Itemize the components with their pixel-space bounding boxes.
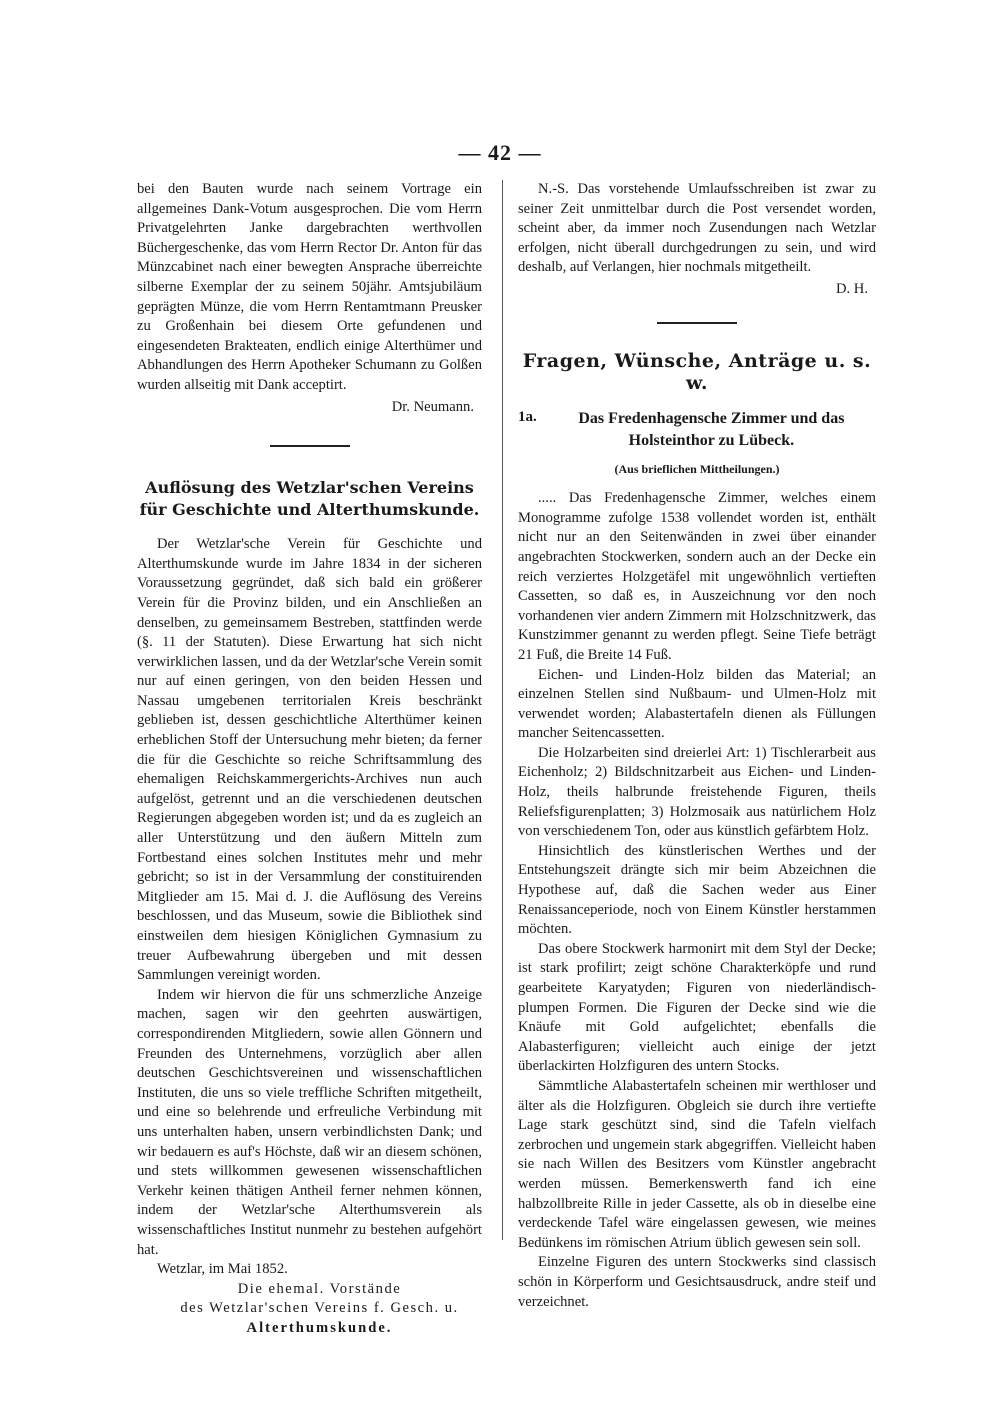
source-note: (Aus brieflichen Mittheilungen.)	[614, 461, 780, 476]
column-separator	[502, 180, 503, 1240]
page-number: — 42 —	[458, 140, 542, 165]
right-column	[518, 180, 876, 1312]
body-paragraph: Sämmtliche Alabastertafeln scheinen mir werthloser und älter als die Holzfiguren. Obgleich sie durch ihre vertiefte Lage stark geschützt sind, sind die Tafeln vielfach zerbrochen und ungemein stark abgegriffen. Vielleicht haben sie nach Willen des Besitzers vom Künstler angebracht werden müssen. Bemerkenswerth fand ich eine halbzollbreite Rille in jeder Cassette, als ob in dieselbe eine verdeckende Tafel wäre eingelassen gewesen, wie meines Bedünkens im römischen Atrium üblich gewesen sein soll.	[518, 1077, 876, 1251]
intro-paragraph: bei den Bauten wurde nach seinem Vortrage ein allgemeines Dank-Votum ausgesprochen. Die vom Herrn Privatgelehrten Janke dargebrachten werthvollen Büchergeschenke, das vom Herrn Rector Dr. Anton für das Münzcabinet nach einer bewegten Ansprache überreichte silberne Exemplar der zu seinem 50jähr. Amtsjubiläum geprägten Münze, die vom Herrn Rentamtmann Preusker zu Großenhain bei diesem Orte gefundenen und eingesendeten Brakteaten, endlich einige Alterthümer und Abhandlungen des Herrn Apotheker Schumann zu Golßen wurden allseitig mit Dank acceptirt.	[137, 181, 482, 393]
body-paragraph: Das obere Stockwerk harmonirt mit dem Styl der Decke; ist stark profilirt; zeigt schöne Charakterköpfe und rund gearbeitete Karyatyden; Figuren von niederländisch-plumpen Formen. Die Figuren der Decke sind wie die Knäufe mit Gold aufgelichtet; ebenfalls die Alabasterfiguren; vielleicht auch einige der jetzt überlackirten Holzfiguren des untern Stocks.	[518, 940, 876, 1075]
subsection-number: 1a.	[518, 408, 537, 425]
body-paragraph: Hinsichtlich des künstlerischen Werthes und der Entstehungszeit drängte sich mir beim Abzeichnen die Hypothese auf, daß die Sachen weder aus Einer Renaissanceperiode, noch von Einem Künstler herstammen möchten.	[518, 842, 876, 938]
body-paragraph: ..... Das Fredenhagensche Zimmer, welches einem Monogramme zufolge 1538 vollendet worden ist, enthält nicht nur an den Seitenwänden in zwei über einander angebrachten Stockwerken, sondern auch an der Decke ein reich verziertes Holzgetäfel mit ungewöhnlich vertieften Cassetten, so daß es, in Auszeichnung vor den noch vorhandenen vier andern Zimmern mit Holzschnitzwerk, das Kunstzimmer genannt zu werden pflegt. Seine Tiefe beträgt 21 Fuß, die Breite 14 Fuß.	[518, 490, 876, 663]
subsection-title: Das Fredenhagensche Zimmer und das Holsteinthor zu Lübeck.	[578, 409, 845, 449]
left-column	[137, 180, 482, 1338]
closing-line: Alterthumskunde.	[246, 1319, 393, 1336]
body-paragraph: Indem wir hiervon die für uns schmerzliche Anzeige machen, sagen wir den geehrten auswärtigen, correspondirenden Mitgliedern, sowie allen Gönnern und Freunden des Unternehmens, vorzüglich aber allen deutschen Geschichtsvereinen und wissenschaftlichen Instituten, die uns so viele treffliche Schriften mitgetheilt, und eine so belehrende und erfreuliche Verbindung mit uns unterhalten haben, unsern verbindlichsten Dank; und wir bedauern es auf's Höchste, daß wir an diesem schönen, und stets willkommen gewesenen wissenschaftlichen Verkehr keinen thätigen Antheil ferner nehmen können, indem der Wetzlar'sche Alterthumsverein als wissenschaftliches Institut nunmehr zu bestehen aufgehört hat.	[137, 986, 482, 1258]
closing-line: Die ehemal. Vorstände	[237, 1280, 402, 1297]
subsection-header	[518, 408, 876, 452]
postscript-signature: D. H.	[835, 280, 868, 297]
body-paragraph: Die Holzarbeiten sind dreierlei Art: 1) Tischlerarbeit aus Eichenholz; 2) Bildschnitzarbeit aus Eichen- und Linden-Holz, theils halbrunde freistehende Figuren, theils Reliefsfigurenplatten; 3) Holzmosaik aus natürlichem Holz von verschiedenem Ton, oder aus künstlich gefärbtem Holz.	[518, 744, 876, 840]
article-heading: Auflösung des Wetzlar'schen Vereins für Geschichte und Alterthumskunde.	[139, 478, 480, 520]
place-date: Wetzlar, im Mai 1852.	[157, 1261, 288, 1278]
intro-signature: Dr. Neumann.	[391, 398, 474, 415]
body-paragraph: Eichen- und Linden-Holz bilden das Material; an einzelnen Stellen sind Nußbaum- und Ulmen-Holz mit verwendet worden; Alabastertafeln dienen als Füllungen mancher Seitencassetten.	[518, 666, 876, 742]
body-paragraph: Einzelne Figuren des untern Stockwerks sind classisch schön in Körperform und Gesichtsausdruck, andre steif und verzeichnet.	[518, 1254, 876, 1310]
body-paragraph: Der Wetzlar'sche Verein für Geschichte und Alterthumskunde wurde im Jahre 1834 in der sicheren Voraussetzung gegründet, daß sich bald ein größerer Verein für die Provinz bilden, und ein Anschließen an denselben, zu gemeinsamem Bestreben, stattfinden werde (§. 11 der Statuten). Diese Erwartung hat sich nicht verwirklichen lassen, und da der Wetzlar'sche Verein somit nur auf einen geringen, von den beiden Hessen und Nassau umgebenen territorialen Kreis beschränkt geblieben ist, dessen geschichtliche Alterthümer keinen erheblichen Stoff der Untersuchung mehr bieten; da ferner die für die Geschichte so reiche Schriftsammlung des ehemaligen Reichskammergerichts-Archives nun auch aufgelöst, getrennt und an die verschiedenen deutschen Regierungen abgegeben worden ist; und da es zugleich an aller Unterstützung und den äußern Mitteln zum Fortbestand eines solchen Institutes mehr und mehr gebricht; so ist in der Versammlung der constituirenden Mitglieder am 15. Mai d. J. die Auflösung des Vereins beschlossen, und das Museum, sowie die Bibliothek sind einstweilen dem hiesigen Königlichen Gymnasium zu treuer Aufbewahrung übergeben und mit dessen Sammlungen vereinigt worden.	[137, 536, 482, 984]
closing-line: des Wetzlar'schen Vereins f. Gesch. u.	[180, 1300, 459, 1317]
section-heading: Fragen, Wünsche, Anträge u. s. w.	[522, 349, 872, 394]
postscript-paragraph: N.-S. Das vorstehende Umlaufsschreiben ist zwar zu seiner Zeit unmittelbar durch die Post versendet worden, scheint aber, da immer noch Zusendungen nach Wetzlar erfolgen, nicht überall durchgedrungen zu sein, und wird deshalb, auf Verlangen, hier nochmals mitgetheilt.	[518, 181, 876, 276]
